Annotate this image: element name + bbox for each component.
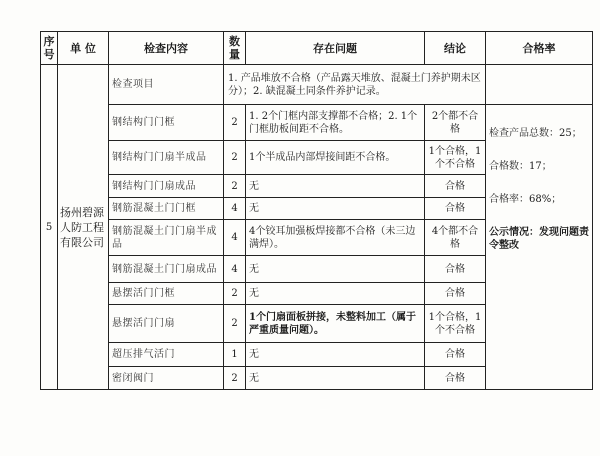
empty-cell <box>486 65 593 105</box>
table-row <box>41 65 593 105</box>
row-item: 超压排气活门 <box>109 343 224 367</box>
header-seq: 序号 <box>41 32 58 65</box>
row-qty: 4 <box>224 220 246 256</box>
record-unit: 扬州碧源人防工程有限公司 <box>58 65 109 390</box>
row-qty: 2 <box>224 105 246 141</box>
header-row <box>41 32 593 65</box>
row-problem: 1. 2个门框内部支撑都不合格；2. 1个门框肋板间距不合格。 <box>246 105 425 141</box>
row-conclusion: 合格 <box>425 256 486 283</box>
header-content: 检查内容 <box>109 32 224 65</box>
row-qty: 4 <box>224 198 246 220</box>
row-problem: 无 <box>246 343 425 367</box>
row-problem: 1个门扇面板拼接，未整料加工（属于严重质量问题）。 <box>246 305 425 343</box>
row-conclusion: 1个合格，1个不合格 <box>425 305 486 343</box>
header-problems: 存在问题 <box>246 32 425 65</box>
header-unit: 单 位 <box>58 32 109 65</box>
row-problem: 1个半成品内部焊接间距不合格。 <box>246 141 425 175</box>
row-item: 密闭阀门 <box>109 367 224 390</box>
row-qty: 1 <box>224 343 246 367</box>
row-problem: 4个铰耳加强板焊接都不合格（未三边满焊）。 <box>246 220 425 256</box>
table-row <box>41 105 593 141</box>
row-item: 钢筋混凝土门门扇成品 <box>109 256 224 283</box>
row-conclusion: 4个都不合格 <box>425 220 486 256</box>
pass-rate-summary <box>486 105 593 390</box>
row-qty: 2 <box>224 367 246 390</box>
row-problem: 无 <box>246 198 425 220</box>
row-item: 钢结构门门扇成品 <box>109 175 224 198</box>
row-item: 钢结构门门扇半成品 <box>109 141 224 175</box>
row-problem: 无 <box>246 256 425 283</box>
summary-pass-rate: 合格率：68%； <box>489 194 562 205</box>
header-qty: 数量 <box>224 32 246 65</box>
row-problem: 1. 产品堆放不合格（产品露天堆放、混凝土门养护期未区分）；2. 缺混凝土同条件养护记录。 <box>224 65 486 105</box>
row-item: 悬摆活门门框 <box>109 283 224 305</box>
row-conclusion: 1个合格，1个不合格 <box>425 141 486 175</box>
row-problem: 无 <box>246 175 425 198</box>
record-seq: 5 <box>41 65 58 390</box>
inspection-table <box>40 31 593 390</box>
row-qty: 2 <box>224 283 246 305</box>
row-item: 检查项目 <box>109 65 224 105</box>
summary-total: 检查产品总数：25； <box>489 128 582 139</box>
row-conclusion: 合格 <box>425 283 486 305</box>
row-item: 悬摆活门门扇 <box>109 305 224 343</box>
row-item: 钢筋混凝土门门框 <box>109 198 224 220</box>
row-qty: 2 <box>224 305 246 343</box>
row-conclusion: 合格 <box>425 367 486 390</box>
row-item: 钢结构门门框 <box>109 105 224 141</box>
row-conclusion: 合格 <box>425 343 486 367</box>
row-qty: 4 <box>224 256 246 283</box>
row-problem: 无 <box>246 367 425 390</box>
row-item: 钢筋混凝土门门扇半成品 <box>109 220 224 256</box>
row-qty: 2 <box>224 175 246 198</box>
row-conclusion: 合格 <box>425 175 486 198</box>
header-conclusion: 结论 <box>425 32 486 65</box>
row-conclusion: 合格 <box>425 198 486 220</box>
row-qty: 2 <box>224 141 246 175</box>
row-conclusion: 2个都不合格 <box>425 105 486 141</box>
summary-pass-count: 合格数：17； <box>489 161 552 172</box>
header-pass-rate: 合格率 <box>486 32 593 65</box>
summary-notice: 公示情况：发现问题责令整改 <box>489 227 589 251</box>
row-problem: 无 <box>246 283 425 305</box>
